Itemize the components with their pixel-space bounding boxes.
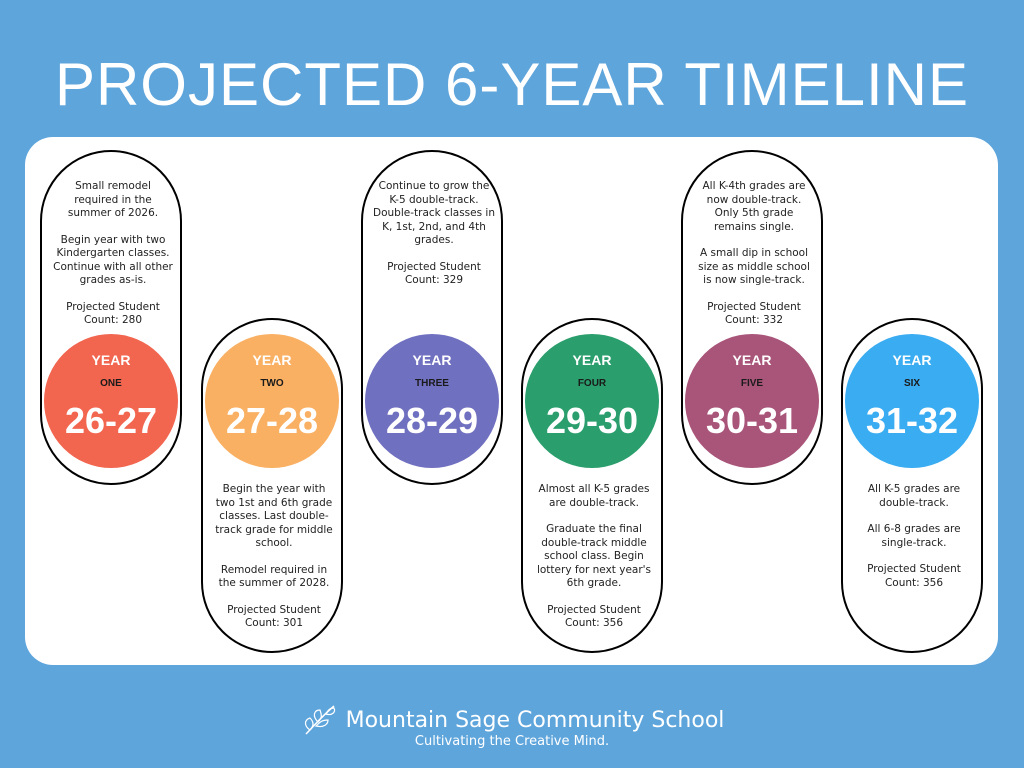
year-six-notes: [853, 483, 975, 603]
year-label: YEAR: [732, 352, 772, 368]
year-five-circle: [685, 334, 819, 468]
year-ordinal: ONE: [100, 378, 122, 389]
note: Projected Student Count: 356: [867, 563, 961, 589]
note: Continue to grow the K-5 double-track. Double-track classes in K, 1st, 2nd, and 4th grades.: [373, 180, 495, 246]
year-ordinal: SIX: [903, 378, 921, 389]
year-label: YEAR: [252, 352, 292, 368]
note: Almost all K-5 grades are double-track.: [538, 483, 650, 509]
note: All K-5 grades are double-track.: [867, 483, 961, 509]
note: Projected Student Count: 356: [547, 603, 641, 629]
year-label: YEAR: [892, 352, 932, 368]
note: Projected Student Count: 332: [707, 300, 801, 326]
school-name: Mountain Sage Community School: [345, 707, 725, 733]
year-range: 30-31: [705, 400, 799, 441]
year-ordinal: THREE: [415, 378, 449, 389]
year-range: 26-27: [64, 400, 158, 441]
note: All K-4th grades are now double-track. Only 5th grade remains single.: [702, 180, 806, 233]
note: Projected Student Count: 301: [227, 603, 321, 629]
year-label: YEAR: [572, 352, 612, 368]
note: All 6-8 grades are single-track.: [867, 523, 961, 549]
note: Begin year with two Kindergarten classes. Continue with all other grades as-is.: [53, 233, 173, 286]
year-six-circle: [845, 334, 979, 468]
year-range: 29-30: [545, 400, 639, 441]
year-four-circle: [525, 334, 659, 468]
year-ordinal: FIVE: [740, 378, 764, 389]
note: Begin the year with two 1st and 6th grade classes. Last double-track grade for middle school.: [215, 483, 333, 549]
year-label: YEAR: [91, 352, 131, 368]
year-two-notes: [213, 483, 335, 644]
year-four-notes: [533, 483, 655, 644]
year-label: YEAR: [412, 352, 452, 368]
note: A small dip in school size as middle school is now single-track.: [698, 247, 810, 286]
note: Projected Student Count: 280: [66, 300, 160, 326]
year-one-circle: [44, 334, 178, 468]
year-two-circle: [205, 334, 339, 468]
year-ordinal: TWO: [260, 378, 284, 389]
note: Small remodel required in the summer of 2026.: [67, 180, 159, 219]
school-tagline: Cultivating the Creative Mind.: [414, 734, 610, 749]
year-ordinal: FOUR: [577, 378, 607, 389]
year-range: 31-32: [865, 400, 959, 441]
year-range: 28-29: [385, 400, 479, 441]
year-one-notes: [52, 180, 174, 341]
year-three-notes: [373, 180, 495, 301]
year-three-circle: [365, 334, 499, 468]
page-title: PROJECTED 6-YEAR TIMELINE: [54, 51, 970, 118]
note: Remodel required in the summer of 2028.: [218, 563, 330, 589]
note: Projected Student Count: 329: [387, 260, 481, 286]
note: Graduate the final double-track middle school class. Begin lottery for next year's 6th grade.: [536, 523, 652, 589]
year-five-notes: [693, 180, 815, 341]
year-range: 27-28: [225, 400, 319, 441]
